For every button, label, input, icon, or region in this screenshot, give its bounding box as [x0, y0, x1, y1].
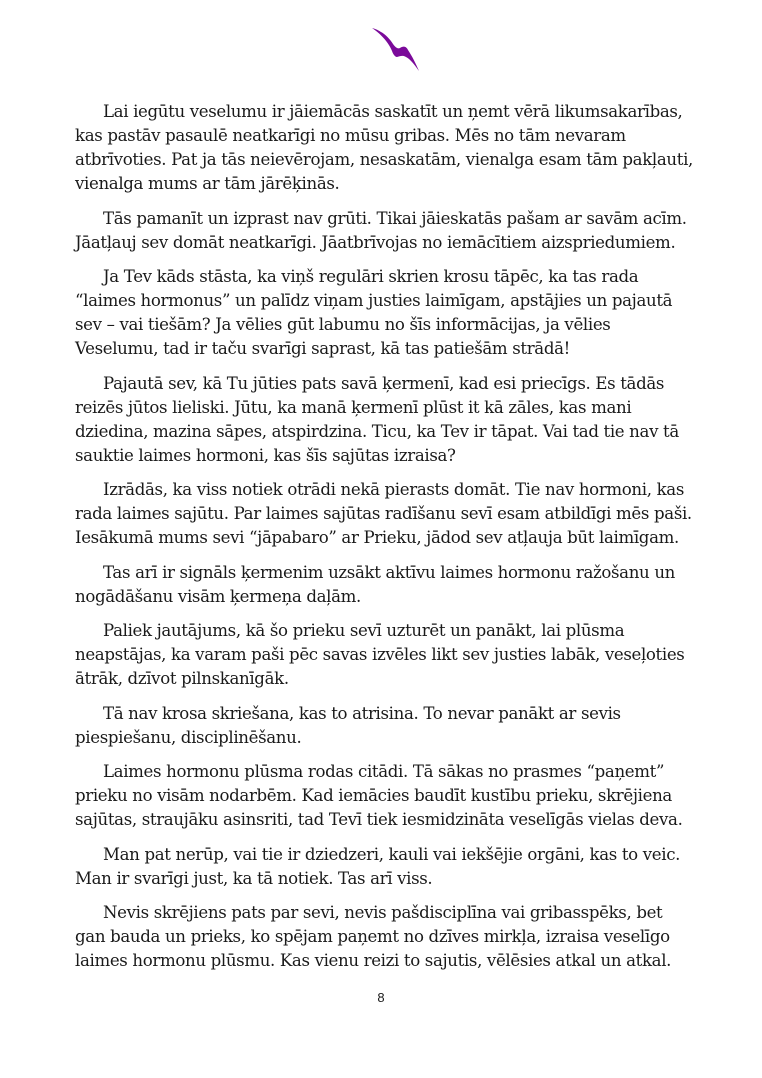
bird-icon — [370, 24, 422, 74]
bird-ornament — [370, 24, 422, 74]
paragraph: Paliek jautājums, kā šo prieku sevī uzturēt un panākt, lai plūsma neapstājas, ka varam paši pēc savas izvēles likt sev justies labāk, veseļoties ātrāk, dzīvot pilnskanīgāk. — [75, 621, 685, 688]
paragraph: Lai iegūtu veselumu ir jāiemācās saskatīt un ņemt vērā likumsakarības, kas pastāv pasaulē neatkarīgi no mūsu gribas. Mēs no tām nevaram atbrīvoties. Pat ja tās neievērojam, nesaskatām, vienalga esam tām pakļauti, vienalga mums ar tām jārēķinās. — [75, 102, 693, 193]
body-text — [75, 100, 693, 984]
page-number: 8 — [377, 990, 385, 1005]
paragraph: Tas arī ir signāls ķermenim uzsākt aktīvu laimes hormonu ražošanu un nogādāšanu visām ķermeņa daļām. — [75, 562, 675, 606]
paragraph: Nevis skrējiens pats par sevi, nevis pašdisciplīna vai gribasspēks, bet gan bauda un prieks, ko spējam paņemt no dzīves mirkļa, izraisa veselīgo laimes hormonu plūsmu. Kas vienu reizi to sajutis, vēlēsies atkal un atkal. — [75, 903, 672, 970]
paragraph: Ja Tev kāds stāsta, ka viņš regulāri skrien krosu tāpēc, ka tas rada “laimes hormonus” un palīdz viņam justies laimīgam, apstājies un pajautā sev – vai tiešām? Ja vēlies gūt labumu no šīs informācijas, ja vēlies Veselumu, tad ir taču svarīgi saprast, kā tas patiešām strādā! — [75, 267, 673, 358]
paragraph: Izrādās, ka viss notiek otrādi nekā pierasts domāt. Tie nav hormoni, kas rada laimes sajūtu. Par laimes sajūtas radīšanu sevī esam atbildīgi mēs paši. Iesākumā mums sevi “jāpabaro” ar Prieku, jādod sev atļauja būt laimīgam. — [75, 480, 692, 547]
paragraph: Laimes hormonu plūsma rodas citādi. Tā sākas no prasmes “paņemt” prieku no visām nodarbēm. Kad iemācies baudīt kustību prieku, skrējiena sajūtas, straujāku asinsriti, tad Tevī tiek iesmidzināta veselīgās vielas deva. — [75, 762, 683, 829]
paragraph: Pajautā sev, kā Tu jūties pats savā ķermenī, kad esi priecīgs. Es tādās reizēs jūtos lieliski. Jūtu, ka manā ķermenī plūst it kā zāles, kas mani dziedina, mazina sāpes, atspirdzina. Ticu, ka Tev ir tāpat. Vai tad tie nav tā sauktie laimes hormoni, kas šīs sajūtas izraisa? — [75, 373, 679, 465]
paragraph: Tās pamanīt un izprast nav grūti. Tikai jāieskatās pašam ar savām acīm. Jāatļauj sev domāt neatkarīgi. Jāatbrīvojas no iemācītiem aizspriedumiem. — [75, 208, 687, 252]
paragraph: Man pat nerūp, vai tie ir dziedzeri, kauli vai iekšējie orgāni, kas to veic. Man ir svarīgi just, ka tā notiek. Tas arī viss. — [75, 844, 681, 888]
paragraph: Tā nav krosa skriešana, kas to atrisina. To nevar panākt ar sevis piespiešanu, disciplinēšanu. — [75, 703, 621, 747]
